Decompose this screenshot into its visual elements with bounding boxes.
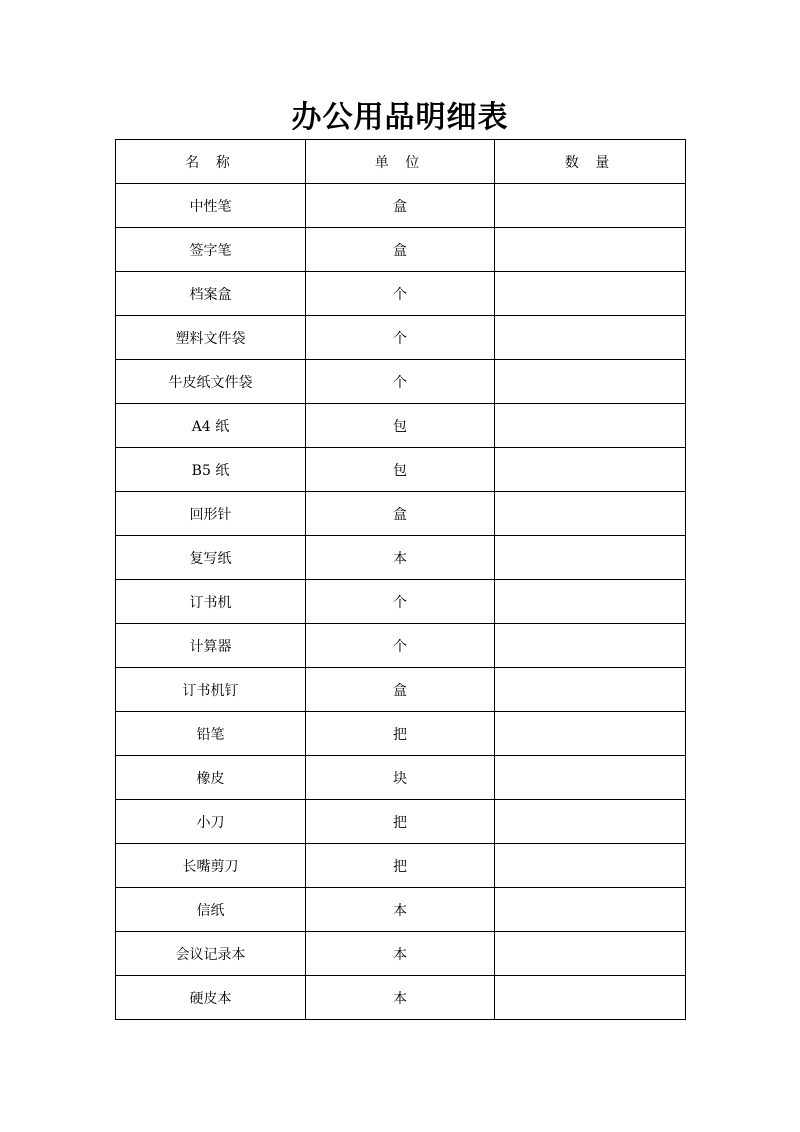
table-row [116, 800, 686, 844]
item-name-cell: 回形针 [116, 492, 306, 536]
item-quantity-cell [495, 712, 686, 756]
table-row [116, 536, 686, 580]
item-quantity-cell [495, 932, 686, 976]
table-header-row [116, 140, 686, 184]
item-quantity-cell [495, 580, 686, 624]
table-row [116, 360, 686, 404]
item-quantity-cell [495, 536, 686, 580]
item-name-cell: 塑料文件袋 [116, 316, 306, 360]
item-unit-cell: 盒 [306, 668, 495, 712]
item-unit-cell: 盒 [306, 228, 495, 272]
item-unit-cell: 块 [306, 756, 495, 800]
item-unit-cell: 把 [306, 800, 495, 844]
item-name-cell: B5 纸 [116, 448, 306, 492]
header-name: 名 称 [116, 140, 306, 184]
item-unit-cell: 本 [306, 932, 495, 976]
table-row [116, 888, 686, 932]
header-unit: 单 位 [306, 140, 495, 184]
item-unit-cell: 个 [306, 360, 495, 404]
table-row [116, 756, 686, 800]
item-unit-cell: 把 [306, 712, 495, 756]
header-quantity: 数 量 [495, 140, 686, 184]
table-row [116, 228, 686, 272]
table-row [116, 184, 686, 228]
item-unit-cell: 个 [306, 272, 495, 316]
item-name-cell: 长嘴剪刀 [116, 844, 306, 888]
item-unit-cell: 个 [306, 316, 495, 360]
item-quantity-cell [495, 888, 686, 932]
item-name-cell: 订书机钉 [116, 668, 306, 712]
item-quantity-cell [495, 448, 686, 492]
item-quantity-cell [495, 668, 686, 712]
table-row [116, 976, 686, 1020]
item-quantity-cell [495, 492, 686, 536]
item-unit-cell: 盒 [306, 492, 495, 536]
item-name-cell: 硬皮本 [116, 976, 306, 1020]
item-quantity-cell [495, 756, 686, 800]
item-name-cell: 中性笔 [116, 184, 306, 228]
item-quantity-cell [495, 800, 686, 844]
item-name-cell: 档案盒 [116, 272, 306, 316]
item-unit-cell: 把 [306, 844, 495, 888]
table-row [116, 404, 686, 448]
item-unit-cell: 包 [306, 404, 495, 448]
table-row [116, 668, 686, 712]
item-quantity-cell [495, 404, 686, 448]
item-quantity-cell [495, 844, 686, 888]
item-quantity-cell [495, 316, 686, 360]
table-row [116, 272, 686, 316]
item-name-cell: 小刀 [116, 800, 306, 844]
item-name-cell: 信纸 [116, 888, 306, 932]
item-name-cell: 订书机 [116, 580, 306, 624]
table-row [116, 580, 686, 624]
item-name-cell: A4 纸 [116, 404, 306, 448]
item-quantity-cell [495, 976, 686, 1020]
page-title: 办公用品明细表 [291, 100, 509, 135]
item-quantity-cell [495, 184, 686, 228]
item-quantity-cell [495, 228, 686, 272]
item-unit-cell: 盒 [306, 184, 495, 228]
item-name-cell: 会议记录本 [116, 932, 306, 976]
table-row [116, 624, 686, 668]
item-unit-cell: 个 [306, 624, 495, 668]
item-unit-cell: 个 [306, 580, 495, 624]
office-supplies-table [115, 139, 686, 1020]
item-quantity-cell [495, 272, 686, 316]
table-row [116, 316, 686, 360]
item-unit-cell: 本 [306, 976, 495, 1020]
table-body [116, 184, 686, 1020]
item-name-cell: 签字笔 [116, 228, 306, 272]
item-unit-cell: 本 [306, 888, 495, 932]
item-name-cell: 计算器 [116, 624, 306, 668]
item-name-cell: 铅笔 [116, 712, 306, 756]
table-row [116, 844, 686, 888]
table-row [116, 932, 686, 976]
item-name-cell: 复写纸 [116, 536, 306, 580]
item-name-cell: 橡皮 [116, 756, 306, 800]
table-row [116, 712, 686, 756]
table-row [116, 492, 686, 536]
item-quantity-cell [495, 624, 686, 668]
item-quantity-cell [495, 360, 686, 404]
item-name-cell: 牛皮纸文件袋 [116, 360, 306, 404]
table-row [116, 448, 686, 492]
item-unit-cell: 本 [306, 536, 495, 580]
item-unit-cell: 包 [306, 448, 495, 492]
